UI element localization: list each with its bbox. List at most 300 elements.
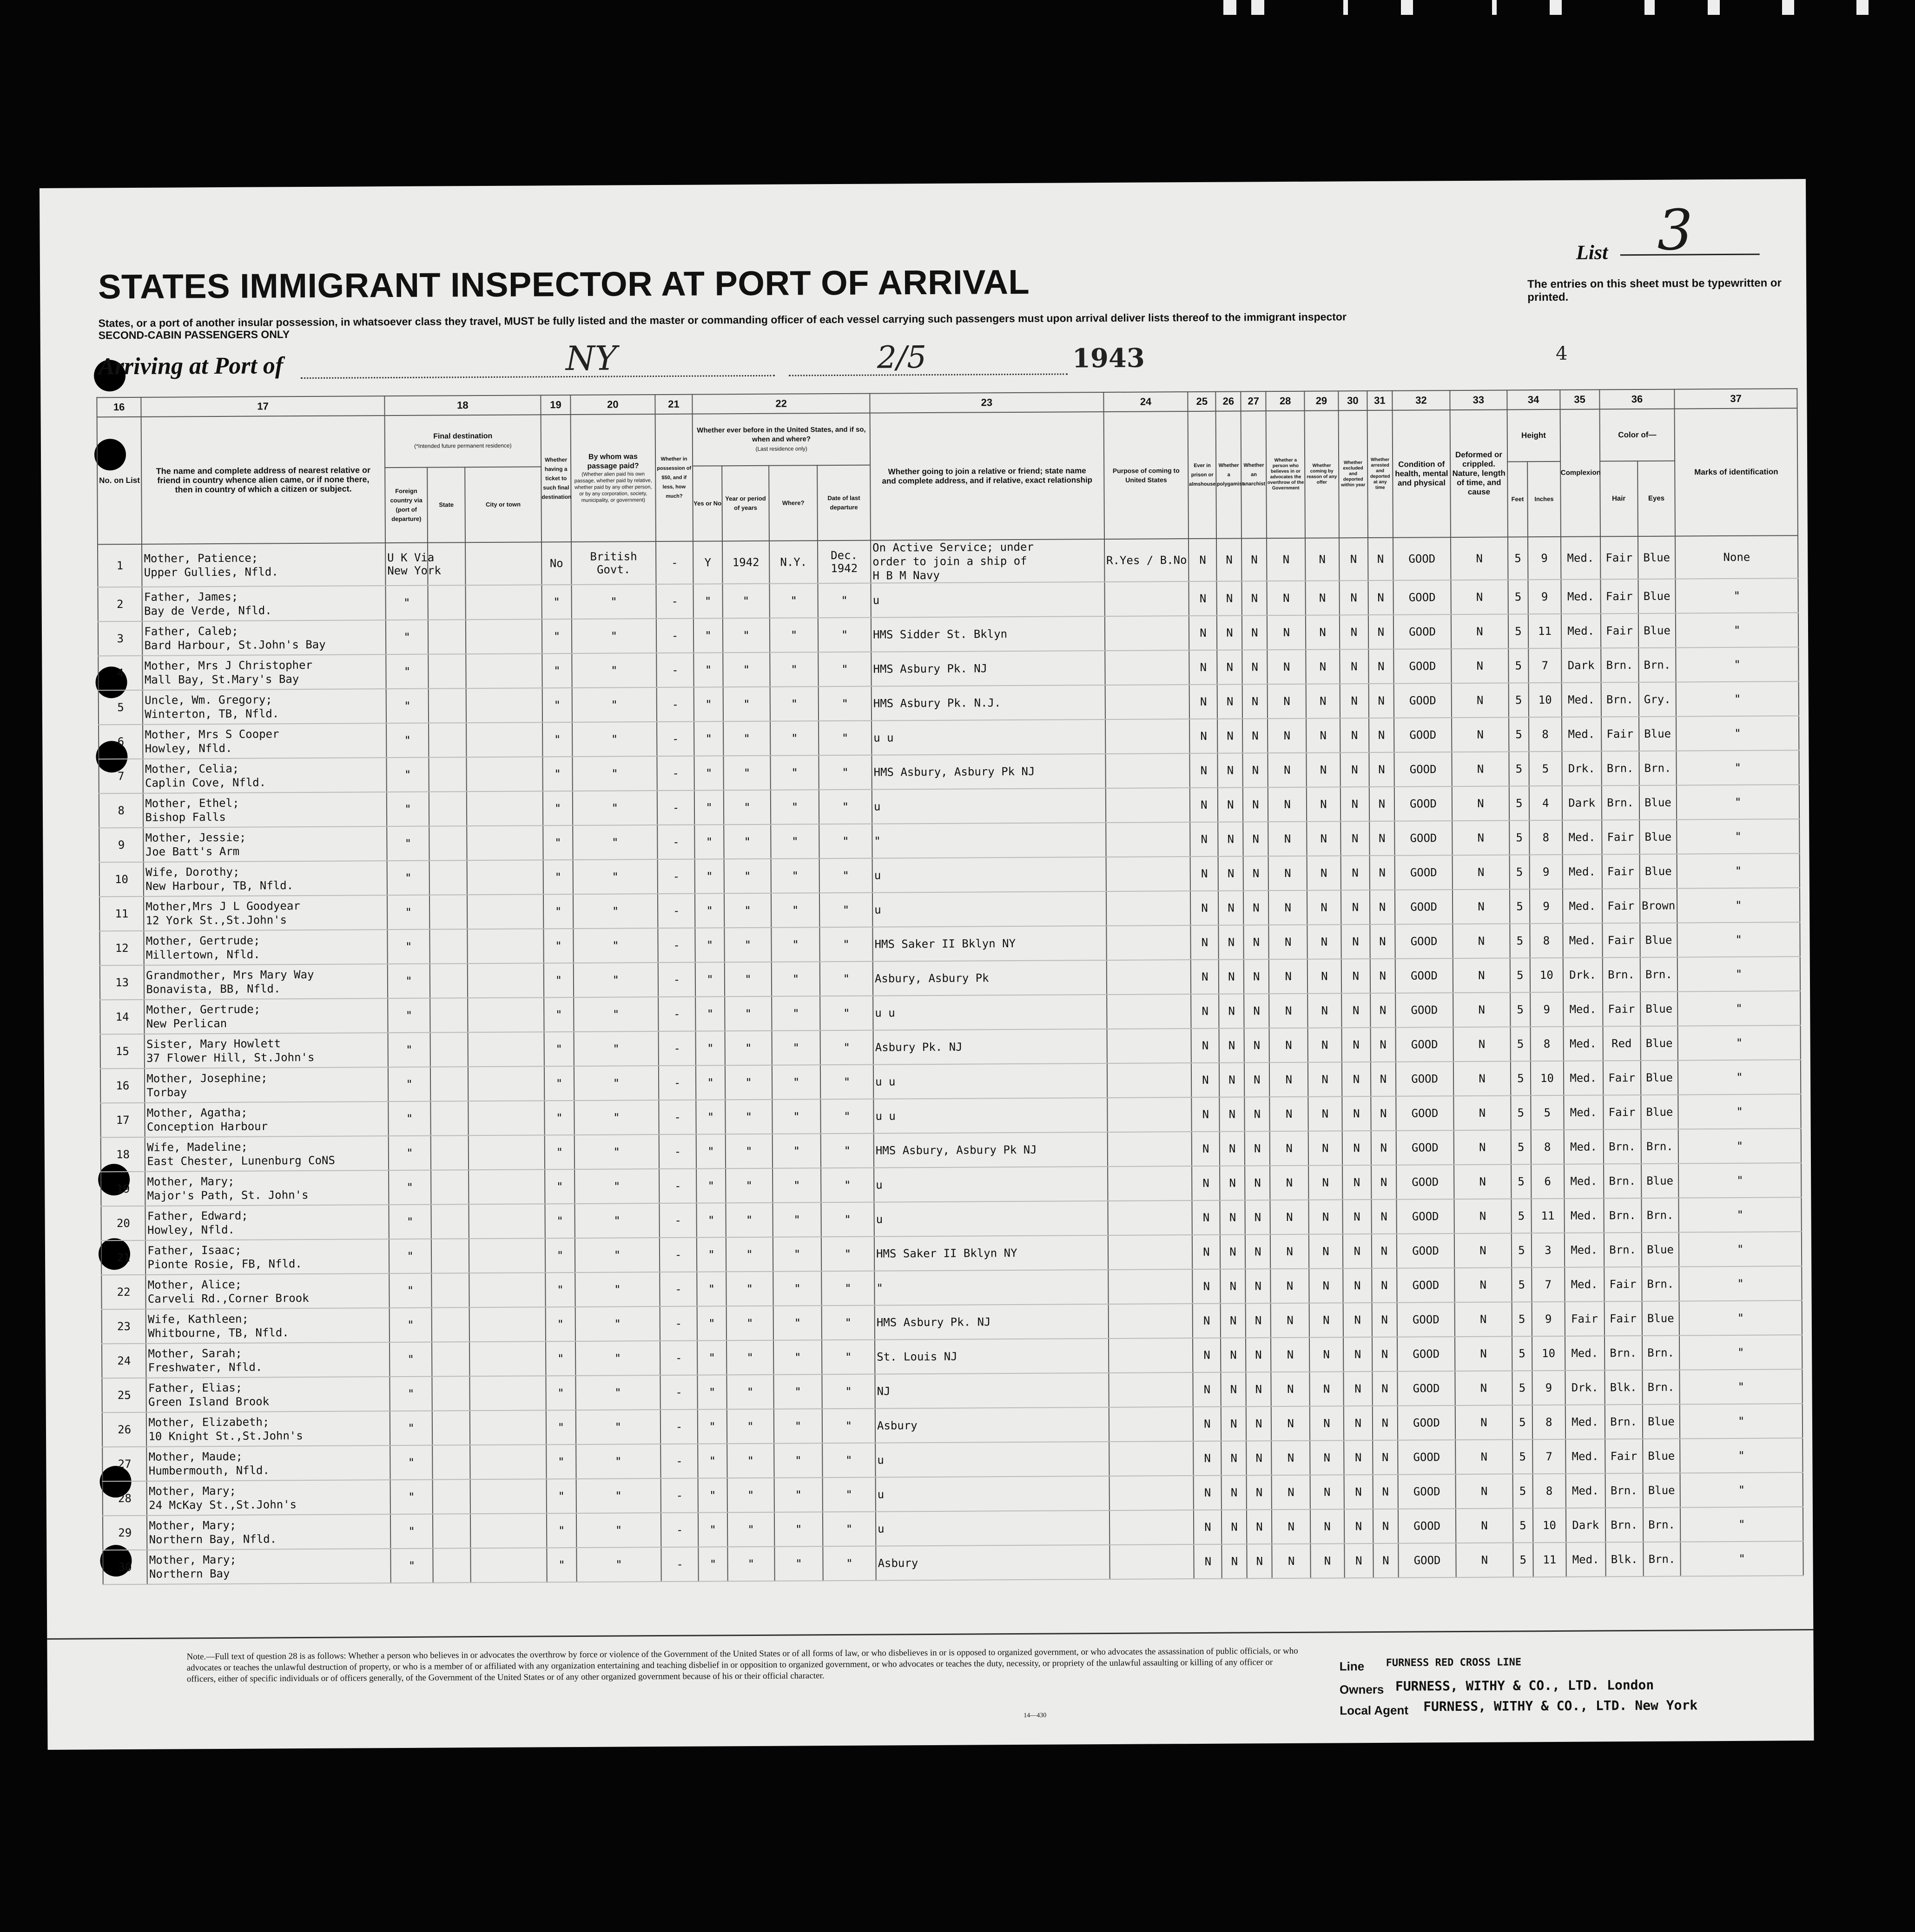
cell-feet: 5 <box>1511 1199 1532 1233</box>
cell-c26: N <box>1219 925 1244 959</box>
cell-money: - <box>660 1444 698 1478</box>
cell-deformed: N <box>1455 1405 1512 1440</box>
cell-city <box>467 791 543 826</box>
cell-c29: N <box>1308 1165 1342 1200</box>
cell-ticket: " <box>543 825 573 860</box>
cell-c26: N <box>1219 994 1244 1028</box>
col-number: 33 <box>1450 390 1507 410</box>
cell-line: " <box>612 973 620 987</box>
cell-eyes: Brn. <box>1642 1370 1680 1404</box>
cell-complexion: Med. <box>1563 889 1602 923</box>
cell-dep <box>822 1340 875 1375</box>
cell-line: Mother, Agatha; <box>146 1106 248 1120</box>
col-number: 24 <box>1103 392 1188 412</box>
cell-line: " <box>844 1178 851 1192</box>
cell-c29: N <box>1310 1509 1344 1543</box>
cell-where: " <box>773 1306 822 1340</box>
cell-complexion: Med. <box>1561 536 1600 579</box>
cell-year: " <box>726 1203 773 1238</box>
col-number: 37 <box>1675 389 1797 409</box>
cell-state <box>431 1273 469 1307</box>
cell-via <box>390 1377 432 1411</box>
cell-inches: 7 <box>1532 1439 1565 1474</box>
cell-year: " <box>726 1409 774 1444</box>
cell-c28: N <box>1271 1406 1310 1441</box>
cell-inches: 9 <box>1532 1302 1565 1336</box>
cell-purpose <box>1105 719 1190 754</box>
cell-eyes: Brn. <box>1639 751 1677 785</box>
cell-marks: " <box>1676 716 1799 751</box>
cell-via <box>389 1239 432 1273</box>
cell-c30: N <box>1344 1475 1373 1509</box>
cell-health: GOOD <box>1398 1509 1456 1543</box>
cell-line: " <box>845 1419 852 1432</box>
cell-c31: N <box>1372 1337 1397 1372</box>
cell-complexion: Drk. <box>1563 957 1602 992</box>
col-number: 22 <box>693 394 870 414</box>
cell-hair: Brn. <box>1603 1129 1641 1164</box>
cell-deformed: N <box>1451 580 1508 614</box>
cell-line: " <box>615 1558 622 1571</box>
cell-line: " <box>614 1248 621 1262</box>
cell-ticket: " <box>543 860 573 894</box>
cell-line: 37 Flower Hill, St.John's <box>146 1050 315 1065</box>
cell-money: - <box>658 894 695 928</box>
cell-rel <box>143 792 387 828</box>
cell-rel <box>144 964 388 1000</box>
cell-where: " <box>771 755 819 790</box>
cell-health: GOOD <box>1396 1130 1454 1165</box>
cell-c25: N <box>1189 685 1218 719</box>
cell-paid <box>574 997 658 1032</box>
cell-via <box>387 861 430 895</box>
cell-rel <box>147 1549 391 1584</box>
cell-health: GOOD <box>1398 1474 1456 1509</box>
cell-line: u <box>878 1522 885 1536</box>
cell-line: " <box>407 1352 415 1366</box>
cell-year: " <box>724 824 771 859</box>
cell-line: " <box>404 837 412 850</box>
arriving-label: Arriving at Port of <box>98 352 284 380</box>
cell-eyes: Brn. <box>1642 1336 1680 1370</box>
cell-paid <box>576 1410 660 1444</box>
cell-c25: N <box>1189 650 1218 685</box>
cell-c30: N <box>1340 718 1369 752</box>
cell-purpose <box>1109 1510 1194 1545</box>
cell-no: 19 <box>101 1172 145 1206</box>
cell-c27: N <box>1242 719 1268 753</box>
cell-where: " <box>772 962 820 996</box>
col-sub-departure: Date of last departure <box>817 465 871 541</box>
column-header-row <box>97 408 1798 469</box>
cell-c31: N <box>1368 615 1393 649</box>
cell-marks: " <box>1676 647 1799 682</box>
cell-where: " <box>774 1477 823 1512</box>
cell-yn: " <box>693 584 723 618</box>
cell-complexion: Med. <box>1563 992 1603 1026</box>
manifest-table-wrapper <box>96 388 1804 1652</box>
cell-c29: N <box>1310 1543 1344 1578</box>
cell-paid <box>574 1100 659 1135</box>
cell-health: GOOD <box>1398 1405 1456 1440</box>
cell-c27: N <box>1243 787 1268 822</box>
cell-year: " <box>726 1237 773 1272</box>
cell-eyes: Brn. <box>1641 1129 1678 1164</box>
cell-year: " <box>725 996 772 1031</box>
cell-eyes: Brn. <box>1642 1267 1679 1301</box>
cell-c26: N <box>1217 615 1242 650</box>
cell-deformed: N <box>1452 717 1509 752</box>
cell-feet: 5 <box>1509 820 1530 855</box>
cell-marks: " <box>1679 1197 1802 1232</box>
cell-c31: N <box>1370 924 1395 959</box>
cell-year: " <box>727 1547 775 1582</box>
cell-rel <box>146 1308 390 1344</box>
cell-line: " <box>845 1385 852 1398</box>
cell-line: 12 York St.,St.John's <box>145 913 287 927</box>
cell-dep <box>823 1546 876 1581</box>
cell-via <box>386 723 429 758</box>
cell-complexion: Med. <box>1565 1336 1605 1370</box>
cell-c31: N <box>1370 993 1395 1028</box>
col-number: 28 <box>1266 391 1305 411</box>
cell-via <box>386 620 429 654</box>
col-number: 17 <box>141 396 385 417</box>
cell-paid <box>573 756 657 791</box>
cell-c26: N <box>1217 719 1242 753</box>
cell-eyes: Brn. <box>1640 957 1677 992</box>
cell-c26: N <box>1222 1510 1247 1544</box>
cell-c29: N <box>1307 924 1341 959</box>
cell-purpose <box>1106 857 1190 891</box>
cell-via <box>387 930 430 964</box>
cell-rel <box>147 1445 390 1481</box>
cell-yn: " <box>695 962 725 996</box>
cell-dep <box>819 721 872 756</box>
cell-c29: N <box>1306 718 1340 752</box>
line-value: FURNESS RED CROSS LINE <box>1386 1656 1522 1669</box>
cell-city <box>470 1548 547 1583</box>
cell-c28: N <box>1272 1475 1310 1510</box>
cell-via <box>390 1342 432 1377</box>
cell-line: " <box>841 662 848 676</box>
cell-line: " <box>612 1008 620 1021</box>
cell-line: St. Louis NJ <box>877 1350 958 1364</box>
cell-yn: " <box>697 1306 726 1340</box>
cell-via <box>388 1067 431 1101</box>
cell-rel <box>145 1101 389 1137</box>
cell-line: Wife, Kathleen; <box>148 1312 249 1326</box>
cell-purpose <box>1104 581 1189 616</box>
cell-c27: N <box>1241 538 1267 581</box>
cell-c25: N <box>1190 857 1219 891</box>
cell-line: u <box>876 1213 883 1226</box>
cell-line: " <box>404 699 411 712</box>
cell-line: " <box>843 937 850 951</box>
cell-feet: 5 <box>1509 717 1529 752</box>
local-agent-value: FURNESS, WITHY & CO., LTD. New York <box>1423 1697 1698 1714</box>
cell-join <box>875 1304 1109 1340</box>
cell-line: Conception Harbour <box>146 1120 268 1134</box>
cell-feet: 5 <box>1511 1164 1532 1199</box>
cell-where: " <box>771 858 819 893</box>
cell-line: Mother, Celia; <box>145 762 239 776</box>
cell-c28: N <box>1268 684 1306 719</box>
cell-rel <box>146 1273 390 1309</box>
cell-marks: " <box>1680 1404 1803 1438</box>
cell-hair: Brn. <box>1601 648 1638 682</box>
cell-where: " <box>773 1271 821 1306</box>
cell-feet: 5 <box>1512 1439 1533 1474</box>
cell-city <box>468 1032 544 1067</box>
cell-health: GOOD <box>1395 958 1453 993</box>
cell-c26: N <box>1221 1372 1246 1406</box>
cell-money: - <box>656 619 693 653</box>
cell-city <box>466 688 542 723</box>
cell-line: " <box>845 1488 853 1501</box>
cell-ticket: " <box>542 619 572 653</box>
col-sub-year: Year or period of years <box>722 466 769 541</box>
cell-hair: Brn. <box>1605 1404 1642 1439</box>
cell-c30: N <box>1339 538 1368 580</box>
cell-line: HMS Asbury Pk. N.J. <box>873 696 1001 710</box>
cell-city <box>470 1444 546 1479</box>
cell-c29: N <box>1306 649 1340 684</box>
cell-deformed: N <box>1453 855 1510 890</box>
cell-line: u <box>873 800 881 813</box>
cell-city <box>468 963 544 998</box>
cell-c31: N <box>1372 1372 1397 1406</box>
cell-inches: 8 <box>1531 1027 1564 1061</box>
cell-line: " <box>843 972 850 985</box>
cell-money: - <box>658 928 695 963</box>
cell-state <box>429 757 467 791</box>
col-sub-state: State <box>427 467 465 542</box>
cell-c28: N <box>1267 615 1306 650</box>
cell-feet: 5 <box>1512 1405 1532 1439</box>
cell-deformed: N <box>1455 1302 1512 1337</box>
cell-c31: N <box>1371 1200 1396 1234</box>
cell-no: 12 <box>99 931 144 965</box>
cell-c25: N <box>1192 1235 1221 1269</box>
col-header-relative: The name and complete address of nearest relative or friend in country whence alien came, or if none there, then in country of which a citizen or subject. <box>141 415 385 544</box>
cell-c27: N <box>1247 1544 1272 1578</box>
cell-line: u u <box>873 731 894 745</box>
cell-line: " <box>404 733 411 747</box>
cell-line: Sister, Mary Howlett <box>146 1037 281 1051</box>
cell-rel <box>143 654 386 690</box>
cell-line: " <box>408 1524 416 1538</box>
cell-marks: " <box>1677 888 1800 923</box>
cell-c31: N <box>1373 1543 1398 1578</box>
col-header-destination <box>385 415 541 468</box>
cell-line: " <box>406 1146 413 1160</box>
cell-rel <box>145 1067 388 1103</box>
col-number: 20 <box>571 395 655 415</box>
cell-dep <box>819 686 872 721</box>
cell-where: " <box>772 1030 820 1065</box>
cell-line: u <box>877 1453 884 1467</box>
cell-marks: " <box>1679 1335 1802 1370</box>
cell-line: U K Via <box>387 551 435 565</box>
cell-deformed: N <box>1455 1336 1512 1371</box>
cell-eyes: Blue <box>1639 717 1677 751</box>
cell-hair: Fair <box>1600 579 1638 613</box>
cell-c28: N <box>1269 1062 1308 1097</box>
cell-c27: N <box>1247 1475 1272 1510</box>
cell-feet: 5 <box>1508 614 1528 648</box>
cell-complexion: Fair <box>1565 1301 1604 1336</box>
film-edge-marks <box>1218 0 1915 19</box>
cell-line: HMS Asbury, Asbury Pk NJ <box>873 765 1035 779</box>
cell-feet: 5 <box>1511 1095 1531 1130</box>
cell-c26: N <box>1220 1166 1245 1200</box>
cell-paid <box>576 1513 661 1548</box>
cell-year: " <box>723 721 771 756</box>
cell-line: " <box>408 1490 415 1503</box>
cell-deformed: N <box>1452 786 1509 821</box>
cell-line: Green Island Brook <box>148 1395 270 1409</box>
cell-c30: N <box>1341 959 1370 993</box>
cell-marks: " <box>1676 613 1798 647</box>
cell-line: " <box>405 974 412 988</box>
cell-join <box>873 1029 1107 1065</box>
cell-c29: N <box>1310 1406 1344 1440</box>
cell-line: 1942 <box>831 561 858 575</box>
cell-marks: " <box>1676 578 1798 613</box>
previous-visit-subtitle: (Last residence only) <box>755 445 807 452</box>
cell-c26: N <box>1217 684 1242 719</box>
cell-marks: " <box>1678 1163 1801 1198</box>
cell-purpose: R.Yes / B.No <box>1104 539 1189 582</box>
cell-money: - <box>659 1134 696 1169</box>
cell-line: " <box>612 939 619 952</box>
cell-ticket: " <box>546 1341 576 1376</box>
cell-yn: " <box>695 893 724 928</box>
cell-eyes: Blue <box>1643 1439 1680 1473</box>
cell-line: Carveli Rd.,Corner Brook <box>147 1291 309 1306</box>
cell-state <box>430 929 468 963</box>
cell-join <box>874 1132 1108 1168</box>
cell-complexion: Med. <box>1564 1233 1604 1267</box>
cell-hair: Fair <box>1600 536 1638 579</box>
cell-ticket: " <box>545 1307 575 1341</box>
cell-c30: N <box>1342 1131 1371 1165</box>
cell-health: GOOD <box>1398 1440 1456 1475</box>
cell-hair: Brn. <box>1604 1198 1641 1233</box>
cell-c25: N <box>1190 788 1218 822</box>
cell-c25: N <box>1194 1510 1222 1544</box>
cell-line: Wife, Dorothy; <box>145 865 240 879</box>
cell-line: Govt. <box>596 563 631 576</box>
cell-c27: N <box>1246 1441 1271 1475</box>
cell-marks: " <box>1677 750 1799 785</box>
cell-c25: N <box>1193 1269 1221 1304</box>
cell-dep <box>822 1409 875 1444</box>
cell-health: GOOD <box>1394 786 1453 821</box>
subtitle <box>98 310 1585 342</box>
cell-line: Mother, Jessie; <box>145 831 246 844</box>
cell-where: " <box>770 652 819 687</box>
cell-feet: 5 <box>1509 855 1530 889</box>
cell-line: " <box>614 1455 622 1468</box>
cell-yn: " <box>697 1203 726 1237</box>
cell-join <box>876 1476 1109 1512</box>
cell-marks: " <box>1679 1300 1802 1335</box>
cell-line: " <box>841 593 848 607</box>
cell-line: order to join a ship of <box>872 554 1027 568</box>
cell-line: " <box>612 870 619 884</box>
cell-yn: " <box>693 618 723 653</box>
cell-c30: N <box>1341 890 1370 924</box>
cell-ticket: " <box>543 929 574 963</box>
cell-c29: N <box>1309 1303 1343 1337</box>
cell-c25: N <box>1194 1476 1222 1510</box>
cell-marks: " <box>1677 956 1800 991</box>
cell-deformed: N <box>1455 1439 1512 1474</box>
cell-line: Mother, Mrs S Cooper <box>145 727 279 741</box>
col-header-previous-visit <box>693 413 870 466</box>
cell-purpose <box>1107 960 1191 995</box>
cell-health: GOOD <box>1394 821 1453 856</box>
cell-line: Bard Harbour, St.John's Bay <box>144 638 326 652</box>
cell-state <box>429 860 467 895</box>
cell-c26: N <box>1222 1544 1247 1578</box>
cell-purpose <box>1107 1097 1192 1132</box>
cell-c28: N <box>1269 959 1307 994</box>
cell-state <box>428 654 466 688</box>
cell-line: u <box>876 1178 883 1192</box>
cell-c31: N <box>1368 649 1393 684</box>
cell-via <box>385 543 441 586</box>
cell-purpose <box>1109 1544 1194 1579</box>
cell-ticket: " <box>545 1273 575 1307</box>
cell-health: GOOD <box>1395 1027 1453 1062</box>
cell-city <box>469 1273 545 1307</box>
cell-line: HMS Asbury Pk. NJ <box>873 662 988 676</box>
cell-c28: N <box>1271 1338 1309 1372</box>
cell-line: Father, Caleb; <box>144 624 238 638</box>
col-header-passage <box>571 414 656 542</box>
cell-ticket: " <box>547 1513 577 1548</box>
cell-where: " <box>770 583 818 618</box>
cell-rel <box>144 861 387 897</box>
cell-yn: " <box>697 1237 726 1272</box>
cell-line: " <box>610 629 618 643</box>
cell-city <box>466 619 542 654</box>
cell-c28: N <box>1272 1544 1311 1578</box>
cell-hair: Fair <box>1603 1095 1641 1129</box>
cell-line: " <box>404 802 411 816</box>
cell-join <box>872 719 1105 755</box>
col-header-overthrow: Whether a person who believes in or advocates the overthrow of the Government <box>1266 411 1305 538</box>
cell-line: Mother,Mrs J L Goodyear <box>145 899 300 913</box>
cell-no: 14 <box>100 1000 145 1034</box>
cell-complexion: Med. <box>1564 1164 1604 1198</box>
cell-inches: 9 <box>1532 1371 1565 1405</box>
cell-year: " <box>727 1444 774 1478</box>
cell-money: - <box>661 1547 699 1582</box>
cell-health: GOOD <box>1398 1543 1456 1578</box>
cell-marks: " <box>1680 1369 1803 1404</box>
cell-c30: N <box>1341 924 1370 959</box>
cell-money: - <box>660 1272 697 1306</box>
cell-dep <box>822 1306 875 1340</box>
col-number: 18 <box>384 395 541 415</box>
cell-rel <box>147 1514 390 1550</box>
cell-paid <box>575 1306 660 1341</box>
cell-c27: N <box>1242 650 1268 684</box>
